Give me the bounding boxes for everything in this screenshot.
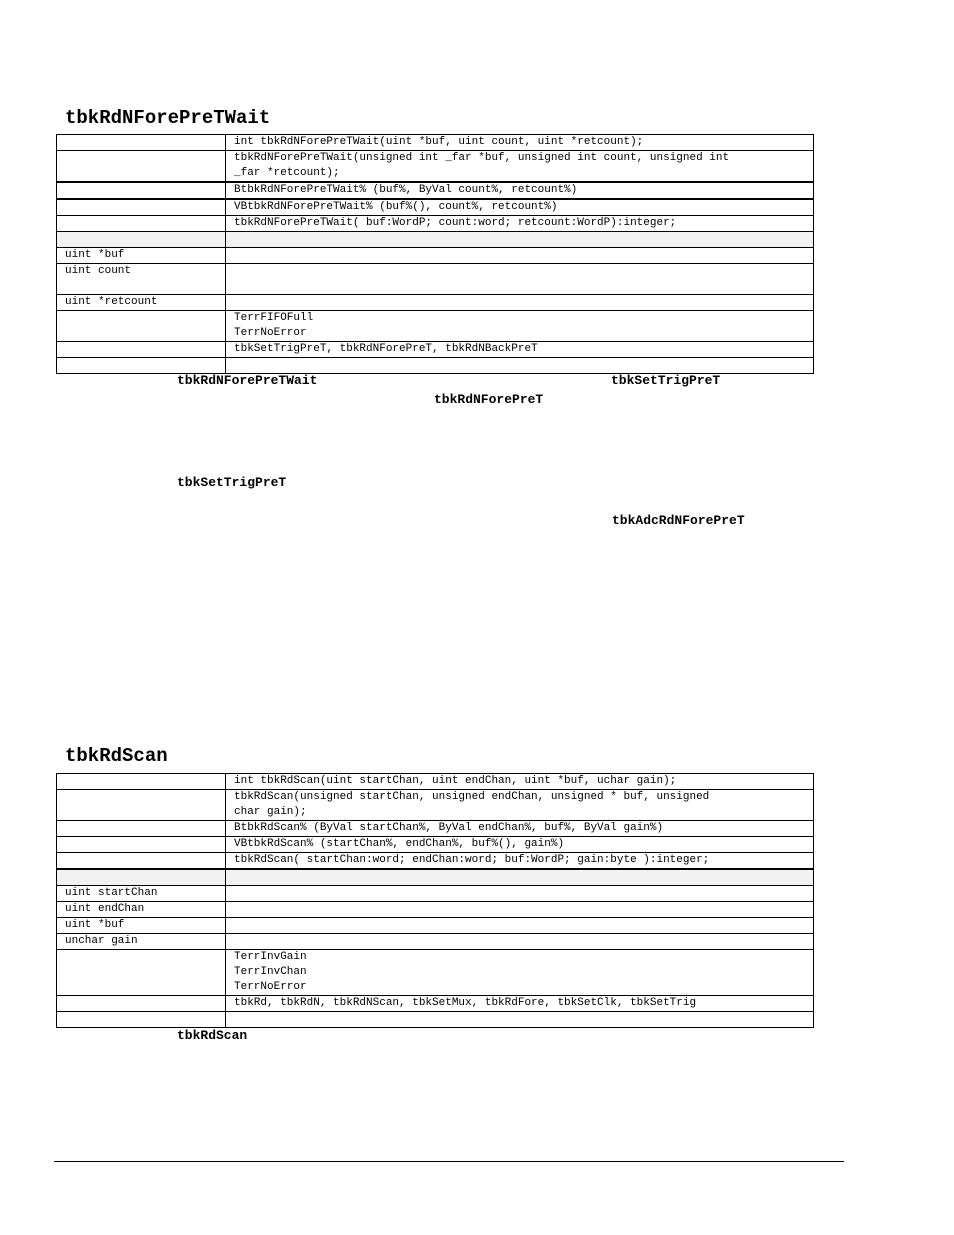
description-cell xyxy=(226,264,814,295)
function-reference-table-2 xyxy=(56,773,814,1028)
description-cell xyxy=(226,199,814,216)
table-row xyxy=(57,996,814,1012)
table-row xyxy=(57,837,814,853)
cell-line: int tbkRdNForePreTWait(uint *buf, uint count, uint *retcount); xyxy=(234,136,644,148)
cell-line: int tbkRdScan(uint startChan, uint endChan, uint *buf, uchar gain); xyxy=(234,775,677,787)
param-cell xyxy=(57,853,226,870)
param-cell xyxy=(57,1012,226,1028)
table-row xyxy=(57,151,814,183)
description-cell xyxy=(226,774,814,790)
description-cell xyxy=(226,311,814,342)
description-cell xyxy=(226,216,814,232)
table-row xyxy=(57,216,814,232)
cell-line xyxy=(234,295,805,310)
cell-line xyxy=(234,918,805,933)
table-row xyxy=(57,135,814,151)
table-row xyxy=(57,869,814,886)
param-cell xyxy=(57,996,226,1012)
description-cell xyxy=(226,902,814,918)
table-row xyxy=(57,886,814,902)
cell-line xyxy=(234,934,805,949)
description-cell xyxy=(226,869,814,886)
description-cell xyxy=(226,182,814,199)
param-cell xyxy=(57,358,226,374)
param-cell: uint count xyxy=(57,264,226,295)
cell-line: TerrNoError xyxy=(234,327,307,339)
cell-line: VBtbkRdNForePreTWait% (buf%(), count%, retcount%) xyxy=(234,201,558,213)
description-cell xyxy=(226,996,814,1012)
cell-line xyxy=(234,870,805,885)
inline-ref: tbkRdScan xyxy=(177,1028,248,1043)
cell-line: VBtbkRdScan% (startChan%, endChan%, buf%(), gain%) xyxy=(234,838,565,850)
cell-line: tbkRdNForePreTWait(unsigned int _far *buf, unsigned int count, unsigned int xyxy=(234,152,730,164)
description-cell xyxy=(226,151,814,183)
cell-line: _far *retcount); xyxy=(234,167,340,179)
param-cell: uint *buf xyxy=(57,248,226,264)
param-cell xyxy=(57,821,226,837)
description-cell xyxy=(226,821,814,837)
cell-line: char gain); xyxy=(234,806,307,818)
param-cell xyxy=(57,774,226,790)
cell-line xyxy=(234,279,805,294)
inline-ref: tbkSetTrigPreT xyxy=(611,373,721,388)
cell-line xyxy=(234,1012,805,1027)
param-cell xyxy=(57,869,226,886)
param-cell xyxy=(57,151,226,183)
table-row xyxy=(57,199,814,216)
cell-line: tbkRdScan(unsigned startChan, unsigned endChan, unsigned * buf, unsigned xyxy=(234,791,710,803)
inline-ref: tbkRdNForePreTWait xyxy=(177,373,318,388)
description-cell xyxy=(226,248,814,264)
description-cell xyxy=(226,853,814,870)
description-cell xyxy=(226,1012,814,1028)
footer-rule xyxy=(54,1161,844,1162)
table-row xyxy=(57,311,814,342)
cell-line: TerrInvGain xyxy=(234,951,307,963)
table-row xyxy=(57,342,814,358)
table-row xyxy=(57,248,814,264)
description-cell xyxy=(226,342,814,358)
cell-line xyxy=(234,232,805,247)
function-reference-table-1 xyxy=(56,134,814,374)
table-row xyxy=(57,1012,814,1028)
description-cell xyxy=(226,790,814,821)
description-cell xyxy=(226,135,814,151)
param-cell xyxy=(57,950,226,996)
table-row xyxy=(57,853,814,870)
param-cell: uint endChan xyxy=(57,902,226,918)
cell-line: tbkRdScan( startChan:word; endChan:word; buf:WordP; gain:byte ):integer; xyxy=(234,854,710,866)
table-row xyxy=(57,821,814,837)
table-row xyxy=(57,264,814,295)
param-cell: uint startChan xyxy=(57,886,226,902)
param-cell xyxy=(57,199,226,216)
cell-line: tbkRdNForePreTWait( buf:WordP; count:word; retcount:WordP):integer; xyxy=(234,217,677,229)
cell-line: BtbkRdNForePreTWait% (buf%, ByVal count%, retcount%) xyxy=(234,184,578,196)
description-cell xyxy=(226,232,814,248)
param-cell xyxy=(57,232,226,248)
param-cell xyxy=(57,790,226,821)
param-cell xyxy=(57,311,226,342)
inline-ref: tbkRdNForePreT xyxy=(434,392,544,407)
table-row xyxy=(57,182,814,199)
param-cell xyxy=(57,342,226,358)
description-cell xyxy=(226,295,814,311)
cell-line xyxy=(234,264,805,279)
table-row xyxy=(57,918,814,934)
cell-line xyxy=(234,902,805,917)
table-row xyxy=(57,790,814,821)
param-cell: uint *buf xyxy=(57,918,226,934)
cell-line: TerrFIFOFull xyxy=(234,312,314,324)
param-cell: unchar gain xyxy=(57,934,226,950)
section-title-tbkRdScan: tbkRdScan xyxy=(65,745,168,767)
cell-line: TerrNoError xyxy=(234,981,307,993)
table-row xyxy=(57,934,814,950)
section-title-tbkRdNForePreTWait: tbkRdNForePreTWait xyxy=(65,107,271,129)
cell-line xyxy=(234,886,805,901)
table-row xyxy=(57,950,814,996)
cell-line: BtbkRdScan% (ByVal startChan%, ByVal endChan%, buf%, ByVal gain%) xyxy=(234,822,664,834)
description-cell xyxy=(226,918,814,934)
param-cell: uint *retcount xyxy=(57,295,226,311)
table-row xyxy=(57,774,814,790)
table-row xyxy=(57,232,814,248)
param-cell xyxy=(57,182,226,199)
param-cell xyxy=(57,837,226,853)
cell-line: TerrInvChan xyxy=(234,966,307,978)
description-cell xyxy=(226,837,814,853)
cell-line xyxy=(234,248,805,263)
description-cell xyxy=(226,934,814,950)
table-row xyxy=(57,295,814,311)
table-row xyxy=(57,902,814,918)
table-row xyxy=(57,358,814,374)
description-cell xyxy=(226,950,814,996)
cell-line: tbkRd, tbkRdN, tbkRdNScan, tbkSetMux, tbkRdFore, tbkSetClk, tbkSetTrig xyxy=(234,997,697,1009)
description-cell xyxy=(226,358,814,374)
param-cell xyxy=(57,135,226,151)
cell-line xyxy=(234,358,805,373)
param-cell xyxy=(57,216,226,232)
cell-line: tbkSetTrigPreT, tbkRdNForePreT, tbkRdNBackPreT xyxy=(234,343,538,355)
inline-ref: tbkAdcRdNForePreT xyxy=(612,513,745,528)
description-cell xyxy=(226,886,814,902)
inline-ref: tbkSetTrigPreT xyxy=(177,475,287,490)
